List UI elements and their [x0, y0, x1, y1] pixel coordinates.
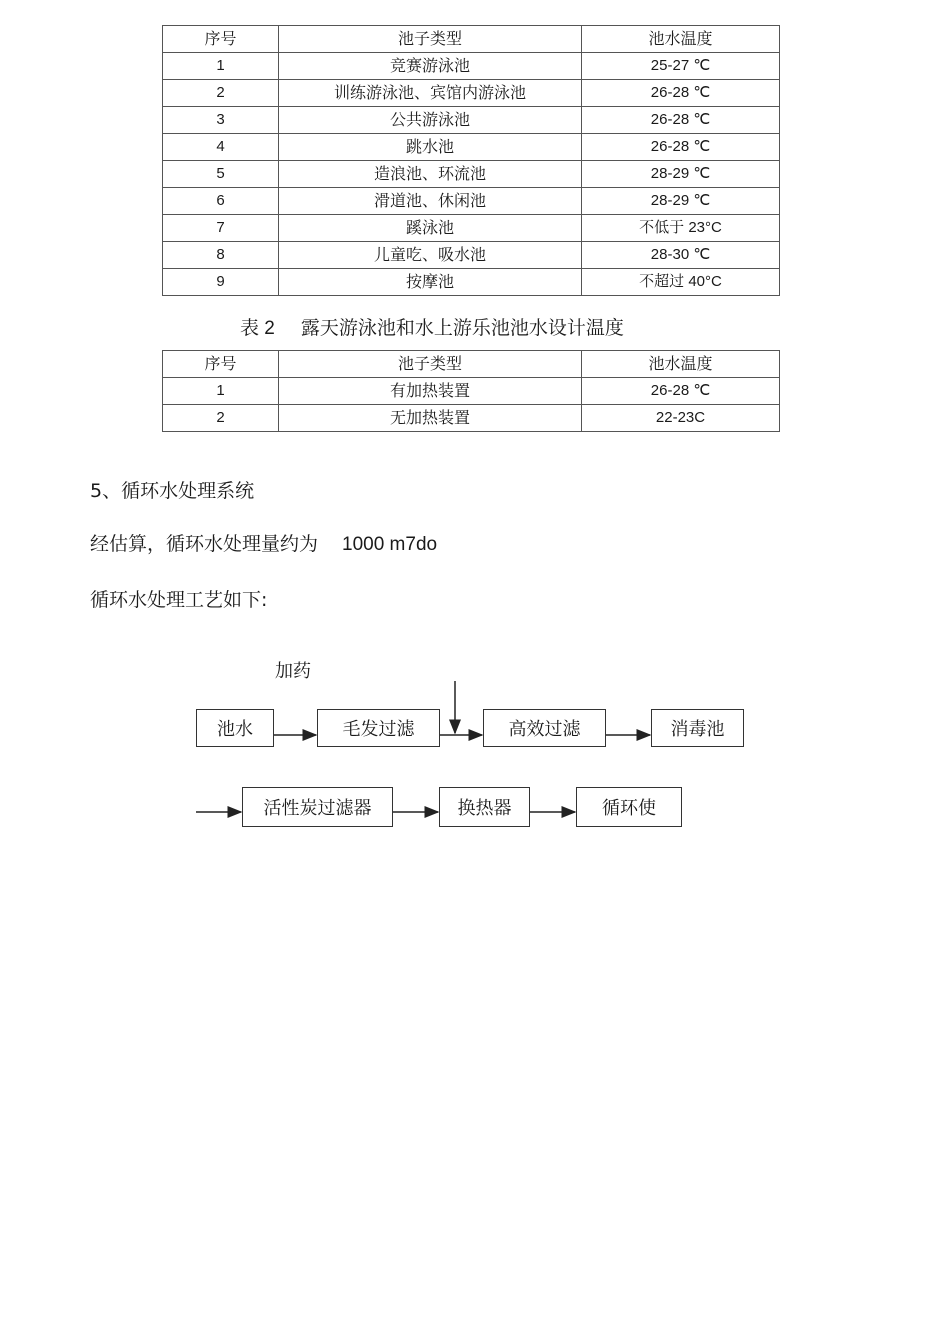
flow-box-heat-exchanger: 换热器 [439, 787, 530, 827]
cell-index: 6 [163, 188, 279, 215]
cell-index: 9 [163, 269, 279, 296]
cell-pool-type: 有加热装置 [279, 378, 582, 405]
cell-pool-type: 造浪池、环流池 [279, 161, 582, 188]
cell-water-temp: 22-23C [582, 405, 780, 432]
cell-index: 4 [163, 134, 279, 161]
estimate-value: 1000 m7do [342, 534, 438, 555]
cell-water-temp: 不低于 23°C [582, 215, 780, 242]
cell-index: 5 [163, 161, 279, 188]
cell-pool-type: 公共游泳池 [279, 107, 582, 134]
header-pool-type: 池子类型 [279, 26, 582, 53]
cell-index: 2 [163, 80, 279, 107]
cell-pool-type: 蹊泳池 [279, 215, 582, 242]
cell-pool-type: 儿童吃、吸水池 [279, 242, 582, 269]
header-index: 序号 [163, 26, 279, 53]
flow-box-recirculation: 循环使 [576, 787, 682, 827]
cell-pool-type: 无加热装置 [279, 405, 582, 432]
estimate-text: 经估算，循环水处理量约为 [90, 533, 319, 555]
cell-index: 7 [163, 215, 279, 242]
cell-water-temp: 28-29 ℃ [582, 161, 780, 188]
header-index: 序号 [163, 351, 279, 378]
cell-pool-type: 滑道池、休闲池 [279, 188, 582, 215]
cell-water-temp: 26-28 ℃ [582, 134, 780, 161]
flow-box-efficient-filter: 高效过滤 [483, 709, 606, 747]
dosing-label: 加药 [275, 661, 311, 682]
cell-index: 8 [163, 242, 279, 269]
cell-pool-type: 竞赛游泳池 [279, 53, 582, 80]
cell-index: 2 [163, 405, 279, 432]
cell-water-temp: 28-30 ℃ [582, 242, 780, 269]
cell-pool-type: 跳水池 [279, 134, 582, 161]
cell-water-temp: 不超过 40°C [582, 269, 780, 296]
header-pool-type: 池子类型 [279, 351, 582, 378]
flow-box-disinfection-pool: 消毒池 [651, 709, 744, 747]
process-intro: 循环水处理工艺如下: [90, 589, 268, 611]
flow-box-carbon-filter: 活性炭过滤器 [242, 787, 393, 827]
cell-pool-type: 按摩池 [279, 269, 582, 296]
caption-title: 露天游泳池和水上游乐池池水设计温度 [300, 317, 624, 339]
cell-pool-type: 训练游泳池、宾馆内游泳池 [279, 80, 582, 107]
cell-water-temp: 28-29 ℃ [582, 188, 780, 215]
caption-number: 表 2 [240, 318, 275, 339]
cell-water-temp: 26-28 ℃ [582, 378, 780, 405]
cell-index: 1 [163, 53, 279, 80]
cell-index: 1 [163, 378, 279, 405]
header-water-temp: 池水温度 [582, 26, 780, 53]
cell-water-temp: 26-28 ℃ [582, 80, 780, 107]
flow-box-hair-filter: 毛发过滤 [317, 709, 440, 747]
flow-box-pool-water: 池水 [196, 709, 274, 747]
header-water-temp: 池水温度 [582, 351, 780, 378]
cell-index: 3 [163, 107, 279, 134]
section-heading: 5、循环水处理系统 [90, 480, 255, 502]
cell-water-temp: 25-27 ℃ [582, 53, 780, 80]
cell-water-temp: 26-28 ℃ [582, 107, 780, 134]
